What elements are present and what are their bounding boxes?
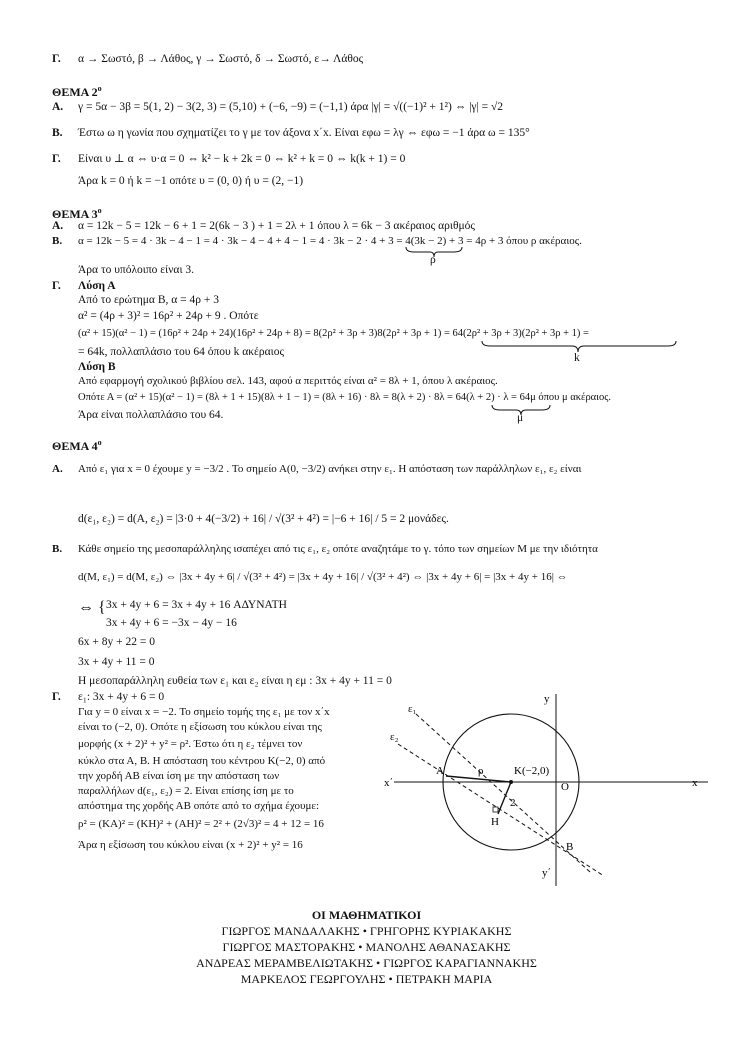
item-label: Α. bbox=[52, 220, 64, 232]
footer-title: ΟΙ ΜΑΘΗΜΑΤΙΚΟΙ bbox=[311, 908, 422, 922]
answers-text: α → Σωστό, β → Λάθος, γ → Σωστό, δ → Σωστό, ε→ Λάθος bbox=[78, 53, 364, 65]
thema2-a bbox=[52, 100, 503, 114]
thema2-g1-text: Είναι υ ⊥ α ⇔ υ·α = 0 ⇔ k² − k + 2k = 0 ⇔ k² + k = 0 ⇔ k(k + 1) = 0 bbox=[78, 153, 406, 165]
thema2-b bbox=[52, 126, 530, 140]
item-label: Γ. bbox=[52, 280, 61, 292]
thema4-b7: Η μεσοπαράλληλη ευθεία των ε₁ και ε₂ είναι η εμ : 3x + 4y + 11 = 0 bbox=[78, 675, 392, 687]
footer-line2: ΓΙΩΡΓΟΣ ΜΑΣΤΟΡΑΚΗΣ • ΜΑΝΟΛΗΣ ΑΘΑΝΑΣΑΚΗΣ bbox=[222, 940, 511, 954]
thema4-b2: d(M, ε₁) = d(M, ε₂) ⇔ |3x + 4y + 6| / √(3² + 4²) = |3x + 4y + 16| / √(3² + 4²) ⇔ |3x + 4y + 6| = |3x + 4y + 16| ⇔ bbox=[78, 571, 568, 583]
brace-label-mu: μ bbox=[517, 412, 524, 424]
center-point bbox=[509, 780, 513, 784]
thema4-b4: 3x + 4y + 6 = −3x − 4y − 16 bbox=[106, 617, 237, 629]
thema4-g4: κύκλο στα Α, Β. Η απόσταση του κέντρου Κ(−2, 0) από bbox=[78, 755, 326, 767]
answers-line bbox=[52, 52, 363, 66]
label-H: Η bbox=[491, 816, 499, 828]
thema3-sup: ο bbox=[97, 206, 102, 215]
label-e1: ε₁ bbox=[408, 703, 417, 715]
label-B: Β bbox=[566, 841, 574, 853]
thema4-g2: είναι το (−2, 0). Οπότε η εξίσωση του κύκλου είναι της bbox=[78, 721, 322, 733]
item-label: Β. bbox=[52, 127, 63, 139]
thema3-g3: (α² + 15)(α² − 1) = (16ρ² + 24ρ + 24)(16ρ² + 24ρ + 8) = 8(2ρ² + 3ρ + 3)8(2ρ² + 3ρ + 1) = 64(2ρ² + 3ρ + 3)(2ρ² + 3ρ + 1) = bbox=[78, 328, 589, 339]
thema4-a2: d(ε₁, ε₂) = d(A, ε₂) = |3·0 + 4(−3/2) + 16| / √(3² + 4²) = |−6 + 16| / 5 = 2 μονάδες. bbox=[78, 513, 449, 525]
system-brace: ⇔ { bbox=[78, 599, 106, 616]
thema4-g7: απόστημα της χορδής ΑΒ οπότε από το σχήμα έχουμε: bbox=[78, 800, 320, 812]
thema4-g8: ρ² = (ΚΑ)² = (ΚΗ)² + (ΑΗ)² = 2² + (2√3)² = 4 + 12 = 16 bbox=[78, 818, 324, 830]
item-label: Γ. bbox=[52, 153, 61, 165]
label-e2: ε₂ bbox=[390, 731, 399, 743]
label-y-prime: y΄ bbox=[542, 867, 552, 879]
brace-label-k: k bbox=[574, 352, 580, 364]
thema3-a-text: α = 12k − 5 = 12k − 6 + 1 = 2(6k − 3 ) + 1 = 2λ + 1 όπου λ = 6k − 3 ακέραιος αριθμός bbox=[78, 220, 475, 232]
thema3-b-text: α = 12k − 5 = 4 · 3k − 4 − 1 = 4 · 3k − 4 − 4 + 4 − 1 = 4 · 3k − 2 · 4 + 3 = 4(3k − 2) + 3 = 4ρ + 3 όπου ρ ακέραιος. bbox=[78, 235, 582, 247]
thema3-g6: Οπότε Α = (α² + 15)(α² − 1) = (8λ + 1 + 15)(8λ + 1 − 1) = (8λ + 16) · 8λ = 8(λ + 2) · 8λ = 64(λ + 2) · λ = 64μ όπου μ ακέραιος. bbox=[78, 392, 612, 403]
label-y: y bbox=[544, 693, 550, 705]
thema4-a-text: Από ε₁ για x = 0 έχουμε y = −3/2 . Το σημείο Α(0, −3/2) ανήκει στην ε₁. Η απόσταση των παράλληλων ε₁, ε₂ είναι bbox=[78, 463, 582, 475]
label-rho: ρ bbox=[478, 765, 484, 777]
item-label: Α. bbox=[52, 463, 63, 475]
label-O: Ο bbox=[561, 781, 569, 793]
thema2-a-text: γ = 5α − 3β = 5(1, 2) − 3(2, 3) = (5,10) + (−6, −9) = (−1,1) άρα |γ| = √((−1)² + 1²) ⇔ |γ| = √2 bbox=[78, 101, 504, 113]
item-label: Γ. bbox=[52, 691, 61, 703]
thema3-g-head bbox=[52, 279, 116, 293]
right-angle-mark bbox=[493, 807, 498, 812]
thema2-g2: Άρα k = 0 ή k = −1 οπότε υ = (0, 0) ή υ = (2, −1) bbox=[78, 175, 304, 187]
item-label: Β. bbox=[52, 235, 63, 247]
thema2-sup: ο bbox=[97, 84, 102, 93]
item-label: Γ. bbox=[52, 53, 61, 65]
thema3-b bbox=[52, 234, 582, 248]
thema2-b-text: Έστω ω η γωνία που σχηματίζει το γ με τον άξονα x΄x. Είναι εφω = λγ ⇔ εφω = −1 άρα ω = 135° bbox=[78, 127, 530, 139]
thema3-g4: = 64k, πολλαπλάσιο του 64 όπου k ακέραιος bbox=[78, 346, 285, 358]
underbrace-k bbox=[480, 340, 680, 354]
footer-line4: ΜΑΡΚΕΛΟΣ ΓΕΩΡΓΟΥΛΗΣ • ΠΕΤΡΑΚΗ ΜΑΡΙΑ bbox=[240, 972, 493, 986]
thema4-b6: 3x + 4y + 11 = 0 bbox=[78, 656, 155, 668]
footer-line3: ΑΝΔΡΕΑΣ ΜΕΡΑΜΒΕΛΙΩΤΑΚΗΣ • ΓΙΩΡΓΟΣ ΚΑΡΑΓΙΑΝΝΑΚΗΣ bbox=[196, 956, 537, 970]
thema3-g2: α² = (4ρ + 3)² = 16ρ² + 24ρ + 9 . Οπότε bbox=[78, 310, 259, 322]
brace-label-rho: ρ bbox=[430, 254, 436, 266]
thema4-g5: την χορδή ΑΒ είναι ίση με την απόσταση των bbox=[78, 770, 280, 782]
thema3-g7: Άρα είναι πολλαπλάσιο του 64. bbox=[78, 409, 224, 421]
thema2-heading bbox=[52, 82, 102, 99]
thema4-g-head bbox=[52, 690, 164, 704]
line-e1 bbox=[416, 714, 590, 872]
thema4-b bbox=[52, 542, 598, 556]
thema3-b2: Άρα το υπόλοιπο είναι 3. bbox=[78, 264, 195, 276]
solution-b-title: Λύση Β bbox=[78, 361, 116, 373]
thema4-b3: 3x + 4y + 6 = 3x + 4y + 16 ΑΔΥΝΑΤΗ bbox=[106, 599, 287, 611]
thema3-title: ΘΕΜΑ 3 bbox=[52, 207, 98, 221]
thema4-sup: ο bbox=[97, 438, 102, 447]
thema3-g1: Από το ερώτημα Β, α = 4ρ + 3 bbox=[78, 294, 219, 306]
label-A: Α bbox=[436, 765, 444, 777]
label-2: 2 bbox=[510, 797, 516, 809]
thema3-g5: Από εφαρμογή σχολικού βιβλίου σελ. 143, αφού α περιττός είναι α² = 8λ + 1, όπου λ ακέραιος. bbox=[78, 375, 498, 387]
item-label: Α. bbox=[52, 101, 64, 113]
footer-line1: ΓΙΩΡΓΟΣ ΜΑΝΔΑΛΑΚΗΣ • ΓΡΗΓΟΡΗΣ ΚΥΡΙΑΚΑΚΗΣ bbox=[221, 924, 512, 938]
thema3-a bbox=[52, 219, 475, 233]
thema2-title: ΘΕΜΑ 2 bbox=[52, 85, 98, 99]
thema4-g6: παραλλήλων d(ε₁, ε₂) = 2. Είναι επίσης ίση με το bbox=[78, 785, 294, 797]
thema4-title: ΘΕΜΑ 4 bbox=[52, 439, 98, 453]
label-K: Κ(−2,0) bbox=[514, 765, 550, 777]
label-x: x bbox=[692, 777, 698, 789]
item-label: Β. bbox=[52, 543, 63, 555]
thema4-heading bbox=[52, 436, 102, 453]
thema4-g9: Άρα η εξίσωση του κύκλου είναι (x + 2)² + y² = 16 bbox=[78, 839, 303, 851]
thema4-g1: Για y = 0 είναι x = −2. Το σημείο τομής της ε₁ με τον x΄x bbox=[78, 706, 330, 718]
thema2-g1 bbox=[52, 152, 405, 166]
thema4-b-text: Κάθε σημείο της μεσοπαράλληλης ισαπέχει από τις ε₁, ε₂ οπότε αναζητάμε το γ. τόπο των σημείων Μ με την ιδιότητα bbox=[78, 543, 598, 555]
thema4-g3: μορφής (x + 2)² + y² = ρ². Έστω ότι η ε₂ τέμνει τον bbox=[78, 738, 303, 750]
thema4-a bbox=[52, 462, 581, 476]
thema4-b5: 6x + 8y + 22 = 0 bbox=[78, 636, 155, 648]
geometry-figure bbox=[380, 690, 720, 890]
thema4-g0: ε₁: 3x + 4y + 6 = 0 bbox=[78, 691, 165, 703]
label-x-prime: x΄ bbox=[384, 777, 394, 789]
solution-a-title: Λύση Α bbox=[78, 280, 116, 292]
